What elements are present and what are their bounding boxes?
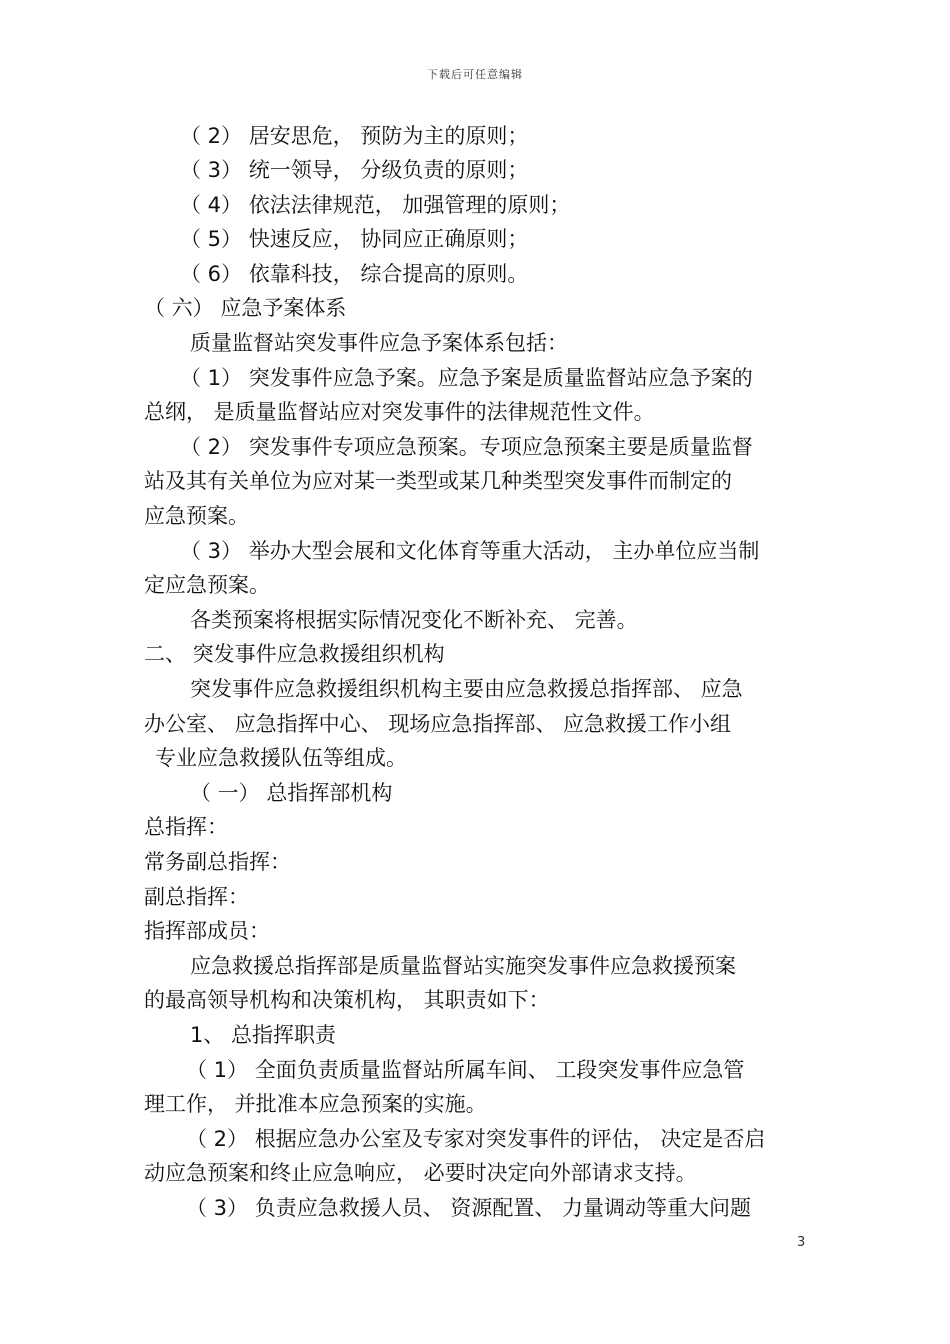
principle-item-5: （ 5） 快速反应， 协同应正确原则； (180, 227, 529, 251)
section-heading: （ 六） 应急予案体系 (144, 296, 347, 320)
field-members: 指挥部成员： (144, 919, 270, 943)
paragraph: 各类预案将根据实际情况变化不断补充、 完善。 (190, 608, 638, 632)
paragraph-line: 站及其有关单位为应对某一类型或某几种类型突发事件而制定的 (144, 469, 732, 493)
field-executive-deputy: 常务副总指挥： (144, 850, 291, 874)
field-deputy: 副总指挥： (144, 885, 249, 909)
paragraph-line: 的最高领导机构和决策机构， 其职责如下： (144, 988, 550, 1012)
subsection-heading: （ 一） 总指挥部机构 (190, 781, 393, 805)
list-item: （ 2） 根据应急办公室及专家对突发事件的评估， 决定是否启 (186, 1127, 766, 1151)
paragraph-line: 定应急预案。 (144, 573, 270, 597)
list-item: （ 1） 全面负责质量监督站所属车间、 工段突发事件应急管 (186, 1058, 745, 1082)
principle-item-4: （ 4） 依法法律规范， 加强管理的原则； (180, 193, 571, 217)
principle-item-3: （ 3） 统一领导， 分级负责的原则； (180, 158, 529, 182)
page-number: 3 (797, 1235, 806, 1250)
paragraph-line: 办公室、 应急指挥中心、 现场应急指挥部、 应急救援工作小组 (144, 712, 732, 736)
list-item: （ 1） 突发事件应急予案。应急予案是质量监督站应急予案的 (180, 366, 753, 390)
field-commander: 总指挥： (144, 815, 228, 839)
paragraph: 突发事件应急救援组织机构主要由应急救援总指挥部、 应急 (190, 677, 743, 701)
list-item: （ 2） 突发事件专项应急预案。专项应急预案主要是质量监督 (180, 435, 753, 459)
paragraph-line: 动应急预案和终止应急响应， 必要时决定向外部请求支持。 (144, 1161, 697, 1185)
paragraph: 应急救援总指挥部是质量监督站实施突发事件应急救援预案 (190, 954, 736, 978)
paragraph: 质量监督站突发事件应急予案体系包括： (190, 331, 568, 355)
page-header: 下载后可任意编辑 (427, 68, 523, 81)
paragraph-line: 应急预案。 (144, 504, 249, 528)
principle-item-6: （ 6） 依靠科技， 综合提高的原则。 (180, 262, 529, 286)
list-item: （ 3） 负责应急救援人员、 资源配置、 力量调动等重大问题 (186, 1196, 752, 1220)
paragraph-line: 理工作， 并批准本应急预案的实施。 (144, 1092, 487, 1116)
paragraph-line: 专业应急救援队伍等组成。 (155, 746, 407, 770)
chapter-heading: 二、 突发事件应急救援组织机构 (144, 642, 445, 666)
duty-heading: 1、 总指挥职责 (190, 1023, 337, 1047)
paragraph-line: 总纲， 是质量监督站应对突发事件的法律规范性文件。 (144, 400, 655, 424)
list-item: （ 3） 举办大型会展和文化体育等重大活动， 主办单位应当制 (180, 539, 760, 563)
principle-item-2: （ 2） 居安思危， 预防为主的原则； (180, 124, 529, 148)
